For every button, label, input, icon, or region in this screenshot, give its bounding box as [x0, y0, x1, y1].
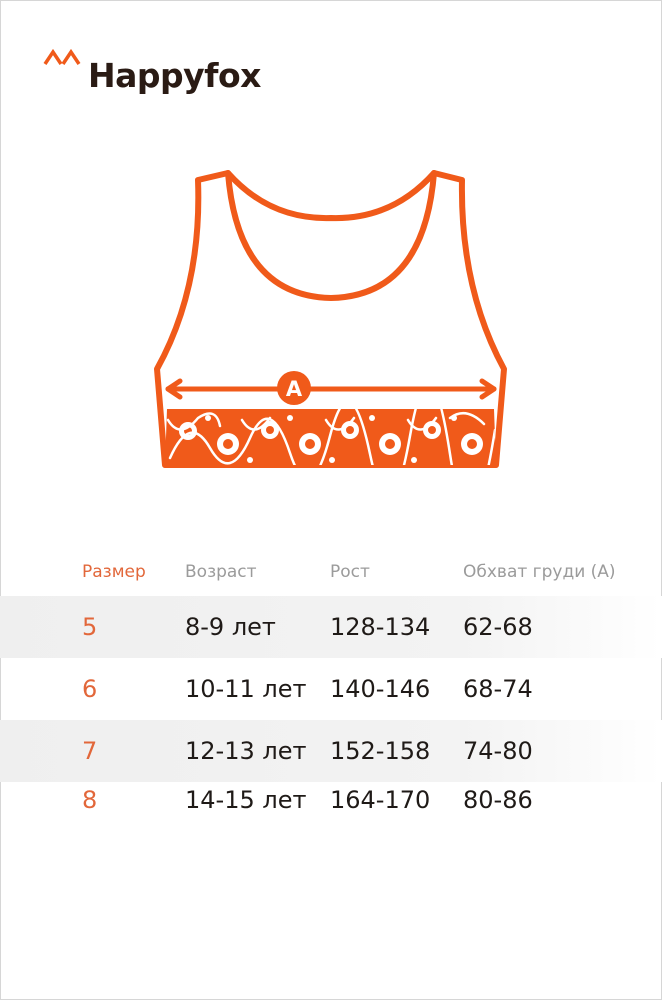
header-height: Рост	[330, 562, 370, 582]
row-height: 128-134	[330, 613, 431, 641]
row-chest: 80-86	[463, 786, 533, 814]
row-chest: 62-68	[463, 613, 533, 641]
row-age: 8-9 лет	[185, 613, 276, 641]
table-row	[0, 720, 662, 782]
row-chest: 74-80	[463, 737, 533, 765]
fox-ears-icon	[42, 44, 88, 68]
row-chest: 68-74	[463, 675, 533, 703]
row-height: 164-170	[330, 786, 431, 814]
row-height: 152-158	[330, 737, 431, 765]
row-size: 6	[82, 675, 98, 703]
brand-name: Happyfox	[88, 56, 261, 95]
row-age: 14-15 лет	[185, 786, 307, 814]
table-row	[0, 782, 662, 832]
row-size: 8	[82, 786, 98, 814]
crop-top-bra-icon	[150, 168, 512, 474]
row-size: 7	[82, 737, 98, 765]
row-height: 140-146	[330, 675, 431, 703]
table-row	[0, 658, 662, 720]
header-size: Размер	[82, 562, 146, 582]
measure-label: A	[285, 377, 303, 401]
row-age: 12-13 лет	[185, 737, 307, 765]
header-chest: Обхват груди (А)	[463, 562, 616, 582]
size-table-header	[0, 548, 662, 596]
row-age: 10-11 лет	[185, 675, 307, 703]
size-table	[0, 548, 662, 832]
header-age: Возраст	[185, 562, 257, 582]
row-size: 5	[82, 613, 98, 641]
table-row	[0, 596, 662, 658]
